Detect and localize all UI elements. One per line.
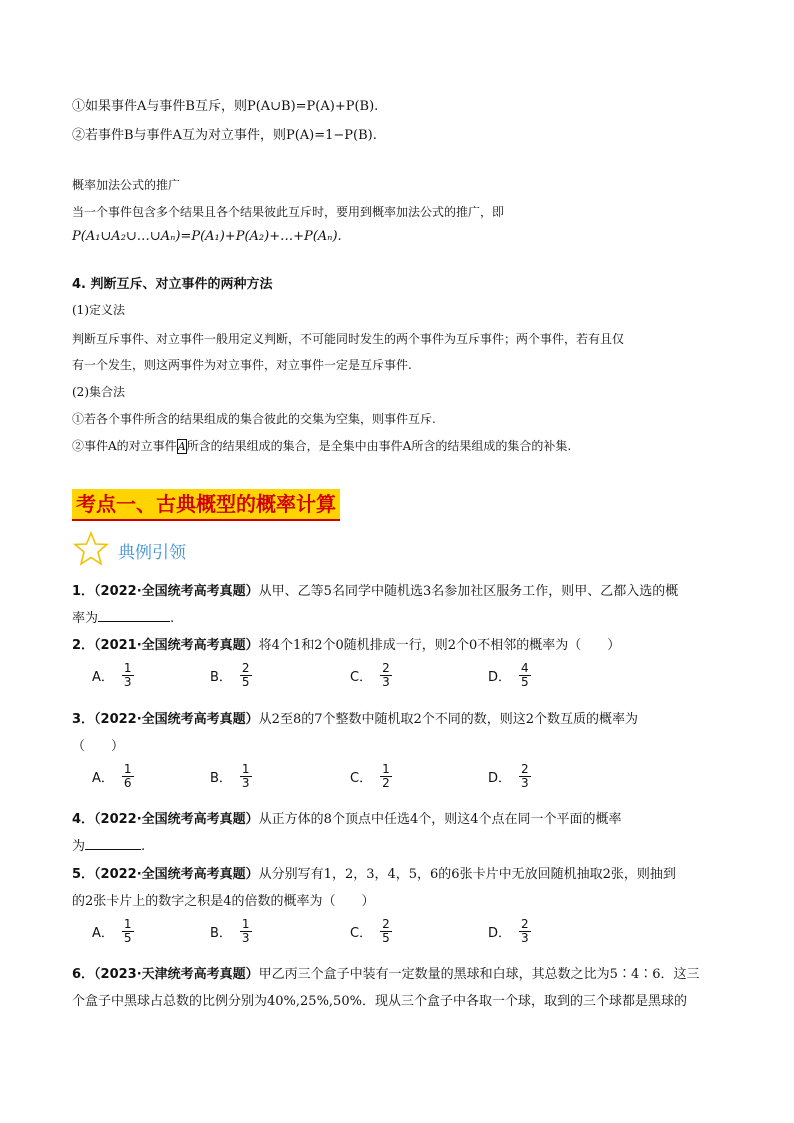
question-5-line2: 的2张卡片上的数字之积是4的倍数的概率为（ ）	[72, 894, 375, 909]
question-3-line2: （ ）	[72, 739, 125, 754]
q3-option-c[interactable]: C． $\frac{1}{2}$	[350, 762, 390, 790]
q3-option-d[interactable]: D． $\frac{2}{3}$	[488, 762, 529, 790]
methods-heading: 4. 判断互斥、对立事件的两种方法	[72, 277, 273, 292]
complement-box: A	[177, 440, 186, 453]
question-6-line2: 个盒子中黑球占总数的比例分别为40%,25%,50%．现从三个盒子中各取一个球，取到的三个球都是黑球的	[72, 994, 687, 1009]
question-3-line1: 3．（2022·全国统考高考真题）从2至8的7个整数中随机取2个不同的数，则这2个数互质的概率为	[72, 712, 639, 727]
q5-option-b[interactable]: B． $\frac{1}{3}$	[210, 917, 250, 945]
method-definition-line1: 判断互斥事件、对立事件一般用定义判断，不可能同时发生的两个事件为互斥事件；两个事件，若有且仅	[72, 332, 625, 346]
fraction: $\frac{1}{3}$	[123, 661, 132, 689]
star-icon	[72, 531, 110, 567]
fraction: $\frac{1}{5}$	[123, 917, 132, 945]
rule-complementary: ②若事件B与事件A互为对立事件，则P(A)=1−P(B).	[72, 128, 377, 143]
q2-option-b[interactable]: B． $\frac{2}{5}$	[210, 661, 250, 689]
fraction: $\frac{2}{3}$	[382, 661, 390, 689]
section-title: 考点一、古典概型的概率计算	[72, 489, 340, 521]
q5-option-d[interactable]: D． $\frac{2}{3}$	[488, 917, 529, 945]
q3-option-a[interactable]: A． $\frac{1}{6}$	[92, 762, 132, 790]
q3-option-b[interactable]: B． $\frac{1}{3}$	[210, 762, 250, 790]
answer-blank[interactable]	[98, 609, 170, 622]
rule-mutually-exclusive: ①如果事件A与事件B互斥，则P(A∪B)=P(A)+P(B).	[72, 99, 379, 114]
fraction: $\frac{1}{3}$	[241, 917, 250, 945]
method-set-line1: ①若各个事件所含的结果组成的集合彼此的交集为空集，则事件互斥.	[72, 412, 436, 426]
generalization-text: 当一个事件包含多个结果且各个结果彼此互斥时，要用到概率加法公式的推广，即	[72, 205, 505, 219]
method-definition-title: (1)定义法	[72, 303, 125, 317]
fraction: $\frac{1}{2}$	[382, 762, 390, 790]
method-set-line2: ②事件A的对立事件A所含的结果组成的集合，是全集中由事件A所含的结果组成的集合的补集.	[72, 439, 572, 453]
fraction: $\frac{2}{5}$	[382, 917, 390, 945]
q5-option-a[interactable]: A． $\frac{1}{5}$	[92, 917, 132, 945]
fraction: $\frac{2}{3}$	[521, 762, 529, 790]
question-5-line1: 5．（2022·全国统考高考真题）从分别写有1，2，3，4，5，6的6张卡片中无放回随机抽取2张，则抽到	[72, 867, 676, 882]
method-definition-line2: 有一个发生，则这两事件为对立事件，对立事件一定是互斥事件.	[72, 358, 412, 372]
method-set-title: (2)集合法	[72, 385, 125, 399]
fraction: $\frac{2}{3}$	[521, 917, 529, 945]
q2-option-c[interactable]: C． $\frac{2}{3}$	[350, 661, 390, 689]
question-1-line2: 率为 .	[72, 611, 175, 626]
q5-option-c[interactable]: C． $\frac{2}{5}$	[350, 917, 390, 945]
q2-option-a[interactable]: A． $\frac{1}{3}$	[92, 661, 132, 689]
example-label: 典例引领	[118, 543, 186, 563]
question-4-line2: 为 .	[72, 839, 146, 854]
fraction: $\frac{1}{3}$	[241, 762, 250, 790]
question-4-line1: 4．（2022·全国统考高考真题）从正方体的8个顶点中任选4个，则这4个点在同一个平面的概率	[72, 812, 622, 827]
question-1-line1: 1．（2022·全国统考高考真题）从甲、乙等5名同学中随机选3名参加社区服务工作，则甲、乙都入选的概	[72, 584, 679, 599]
question-2-line1: 2．（2021·全国统考高考真题）将4个1和2个0随机排成一行，则2个0不相邻的概率为（ ）	[72, 638, 621, 653]
generalization-formula: P(A₁∪A₂∪…∪Aₙ)=P(A₁)+P(A₂)+…+P(Aₙ).	[72, 229, 342, 244]
q2-option-d[interactable]: D． $\frac{4}{5}$	[488, 661, 529, 689]
question-6-line1: 6．（2023·天津统考高考真题）甲乙丙三个盒子中装有一定数量的黑球和白球，其总数之比为5∶4∶6．这三	[72, 967, 700, 982]
answer-blank[interactable]	[85, 837, 141, 850]
fraction: $\frac{4}{5}$	[521, 661, 529, 689]
fraction: $\frac{2}{5}$	[241, 661, 250, 689]
generalization-title: 概率加法公式的推广	[72, 178, 181, 192]
fraction: $\frac{1}{6}$	[123, 762, 132, 790]
